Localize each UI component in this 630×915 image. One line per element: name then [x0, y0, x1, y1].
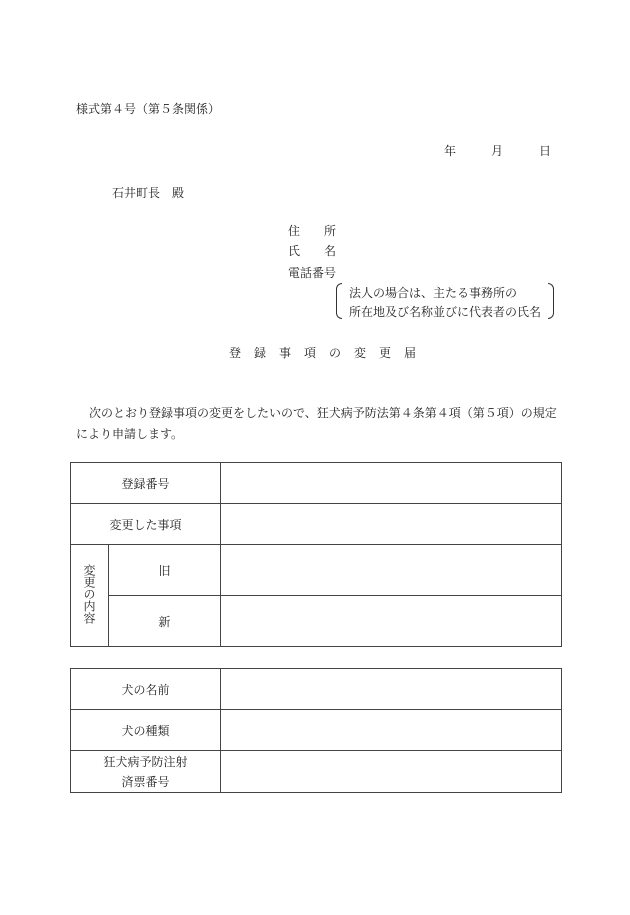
addressee: 石井町長 殿: [112, 186, 185, 200]
vaccination-tag-label-line2: 済票番号: [121, 774, 170, 789]
change-content-label-cell: [71, 545, 109, 647]
right-bracket: [548, 283, 554, 319]
body-text-line2: により申請します。: [76, 427, 184, 441]
dog-breed-field[interactable]: [221, 710, 562, 751]
date-year-label: 年: [444, 144, 457, 158]
corporate-note-line2: 所在地及び名称並びに代表者の氏名: [349, 305, 542, 319]
phone-label: 電話番号: [288, 266, 337, 280]
change-table: [70, 462, 562, 647]
form-number: 様式第４号（第５条関係）: [76, 102, 221, 116]
changed-item-field[interactable]: [221, 504, 562, 545]
dog-breed-label: 犬の種類: [71, 710, 221, 751]
document-title: 登録事項の変更届: [229, 346, 430, 360]
changed-item-label: 変更した事項: [71, 504, 221, 545]
name-label: 氏名: [288, 244, 361, 258]
dog-name-field[interactable]: [221, 669, 562, 710]
address-label: 住所: [288, 224, 361, 238]
vaccination-tag-label-line1: 狂犬病予防注射: [103, 754, 188, 769]
registration-number-label: 登録番号: [71, 463, 221, 504]
corporate-note: [336, 283, 554, 319]
date-day-label: 日: [539, 144, 552, 158]
corporate-note-line1: 法人の場合は、主たる事務所の: [349, 286, 518, 300]
dog-table: [70, 668, 562, 793]
change-content-label: 変更の内容: [82, 564, 96, 624]
vaccination-tag-label: [71, 751, 221, 793]
registration-number-field[interactable]: [221, 463, 562, 504]
dog-name-label: 犬の名前: [71, 669, 221, 710]
old-field[interactable]: [221, 545, 562, 596]
old-label: 旧: [109, 545, 221, 596]
vaccination-tag-field[interactable]: [221, 751, 562, 793]
date-month-label: 月: [491, 144, 504, 158]
body-text-line1: 次のとおり登録事項の変更をしたいので、狂犬病予防法第４条第４項（第５項）の規定: [89, 406, 557, 420]
new-label: 新: [109, 596, 221, 647]
new-field[interactable]: [221, 596, 562, 647]
left-bracket: [336, 283, 342, 319]
